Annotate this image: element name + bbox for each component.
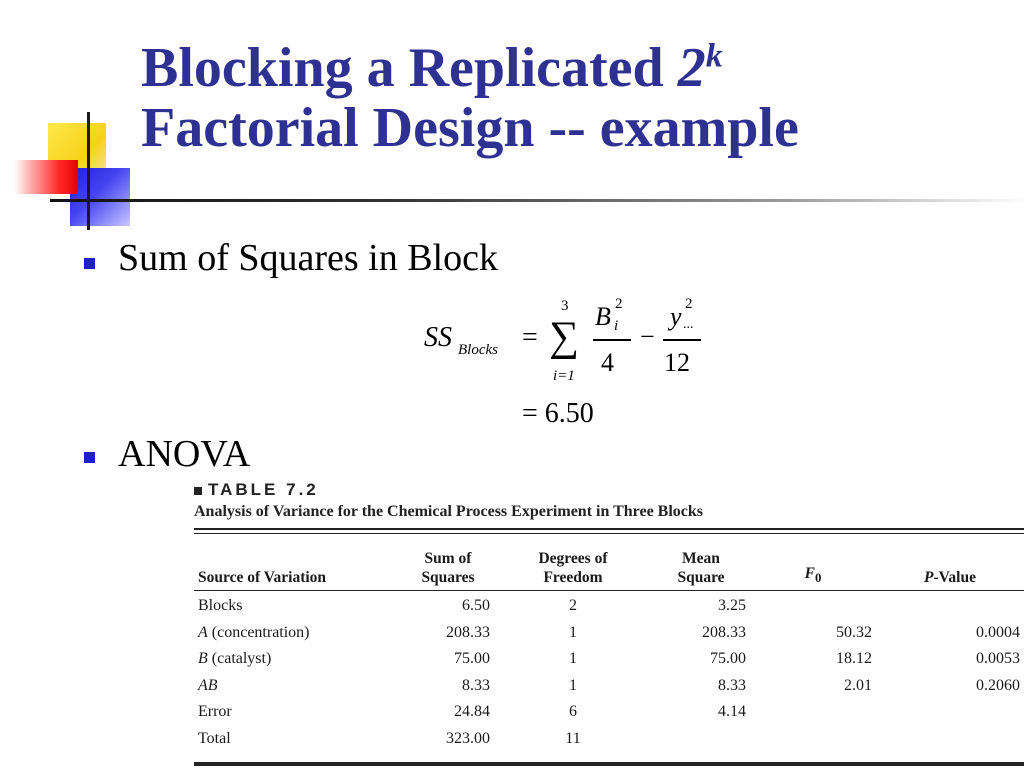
title-base-two: 2 xyxy=(677,37,706,99)
table-header-row xyxy=(194,535,1024,587)
formula-sum-lower-limit: i=1 xyxy=(553,368,575,384)
cell-source: Blocks xyxy=(198,597,243,615)
table-row xyxy=(194,593,1024,620)
formula-minus: − xyxy=(640,322,655,351)
bullet-anova: ANOVA xyxy=(118,433,251,475)
cell-p-value: 0.0053 xyxy=(976,650,1020,668)
cell-sum-of-squares: 24.84 xyxy=(454,703,490,721)
cell-source: AB xyxy=(198,676,218,694)
bullet-sum-of-squares: Sum of Squares in Block xyxy=(118,237,498,279)
formula-ss: SS xyxy=(424,322,452,353)
cell-sum-of-squares: 75.00 xyxy=(454,650,490,668)
cell-sum-of-squares: 323.00 xyxy=(446,729,490,747)
cell-f0 xyxy=(750,593,876,620)
formula-frac2-sub: ... xyxy=(683,317,694,332)
table-label xyxy=(194,480,319,500)
formula-frac2-sup: 2 xyxy=(685,296,693,312)
cell-mean-square: 8.33 xyxy=(718,676,746,694)
header-mean-square: Mean Square xyxy=(677,550,725,586)
table-row xyxy=(194,726,1024,753)
table-top-rule-thin xyxy=(194,533,1024,534)
cell-f0 xyxy=(750,726,876,753)
cell-sum-of-squares: 6.50 xyxy=(462,597,490,615)
cell-source: Total xyxy=(198,729,231,747)
cell-source: Error xyxy=(198,703,232,721)
cell-mean-square xyxy=(652,726,750,753)
table-caption: Analysis of Variance for the Chemical Process Experiment in Three Blocks xyxy=(194,503,704,520)
cell-degrees-of-freedom: 11 xyxy=(565,729,581,747)
table-row xyxy=(194,620,1024,647)
summation-icon: ∑ xyxy=(549,314,579,360)
cell-mean-square: 4.14 xyxy=(718,703,746,721)
header-f0: $F_0$ xyxy=(804,564,822,585)
formula-result: = 6.50 xyxy=(522,398,594,429)
formula-frac1-sub: i xyxy=(614,318,619,334)
cell-f0: 50.32 xyxy=(836,623,872,641)
header-p-value: P-Value xyxy=(924,569,976,586)
cell-f0: 18.12 xyxy=(836,650,872,668)
anova-table xyxy=(194,535,1024,752)
formula-frac1-denominator: 4 xyxy=(601,348,614,377)
table-bottom-rule xyxy=(194,762,1024,766)
table-top-rule xyxy=(194,528,1024,530)
formula-sum-upper-limit: 3 xyxy=(561,298,569,314)
cell-p-value xyxy=(876,699,1024,726)
formula-frac1-numerator: B xyxy=(595,302,611,331)
title-exponent-k: k xyxy=(705,37,723,75)
formula-frac2-denominator: 12 xyxy=(664,348,690,377)
cell-source: A (concentration) xyxy=(198,623,310,641)
table-row xyxy=(194,673,1024,700)
cell-degrees-of-freedom: 1 xyxy=(569,676,577,694)
cell-sum-of-squares: 208.33 xyxy=(446,623,490,641)
header-degrees-of-freedom: Degrees of Freedom xyxy=(538,550,608,586)
anova-table-figure xyxy=(194,478,1024,768)
cell-p-value xyxy=(876,726,1024,753)
formula-equals: = xyxy=(522,322,538,353)
title-line2: Factorial Design -- example xyxy=(141,97,799,159)
formula-frac1-bar xyxy=(593,339,631,341)
title-line1-prefix: Blocking a Replicated xyxy=(141,37,678,99)
cell-f0: 2.01 xyxy=(844,676,872,694)
cell-f0 xyxy=(750,699,876,726)
cell-degrees-of-freedom: 1 xyxy=(569,623,577,641)
table-label-square-icon xyxy=(194,487,202,495)
cell-p-value xyxy=(876,593,1024,620)
table-row xyxy=(194,699,1024,726)
cell-mean-square: 75.00 xyxy=(710,650,746,668)
cell-degrees-of-freedom: 6 xyxy=(569,703,577,721)
formula-frac2-bar xyxy=(663,339,701,341)
cell-degrees-of-freedom: 1 xyxy=(569,650,577,668)
header-sum-of-squares: Sum of Squares xyxy=(421,550,475,586)
cell-mean-square: 3.25 xyxy=(718,597,746,615)
cell-p-value: 0.0004 xyxy=(976,623,1020,641)
table-row xyxy=(194,646,1024,673)
formula-ss-subscript: Blocks xyxy=(458,342,498,358)
header-source: Source of Variation xyxy=(198,569,327,586)
bullet-marker-icon xyxy=(84,452,95,463)
table-label-text: TABLE 7.2 xyxy=(208,480,319,499)
cell-sum-of-squares: 8.33 xyxy=(462,676,490,694)
formula-frac1-sup: 2 xyxy=(615,296,623,312)
cell-source: B (catalyst) xyxy=(198,650,272,668)
cell-p-value: 0.2060 xyxy=(976,676,1020,694)
cell-degrees-of-freedom: 2 xyxy=(569,597,577,615)
cell-mean-square: 208.33 xyxy=(702,623,746,641)
formula-frac2-numerator: y xyxy=(670,302,682,331)
